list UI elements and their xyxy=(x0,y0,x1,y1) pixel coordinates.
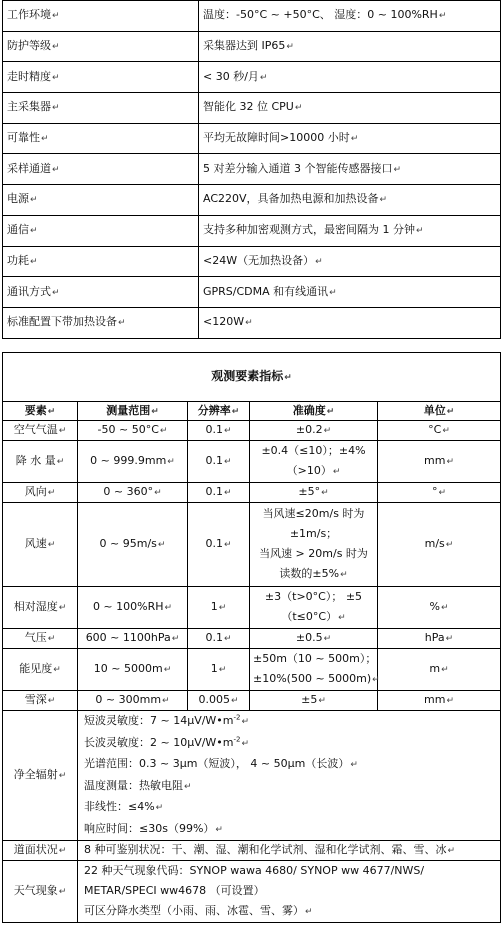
spec-row xyxy=(3,215,501,246)
unit-text: hPa xyxy=(424,631,445,644)
radiation-text: 温度测量：热敏电阻 xyxy=(84,778,183,792)
paragraph-mark-icon: ↵ xyxy=(47,488,56,498)
weather-text: 22 种天气现象代码：SYNOP wawa 4680/ SYNOP ww 4677/NWS/ xyxy=(84,864,425,877)
paragraph-mark-icon: ↵ xyxy=(446,457,454,467)
spec-table xyxy=(2,0,501,339)
accuracy-line xyxy=(253,631,374,646)
paragraph-mark-icon: ↵ xyxy=(294,103,303,114)
paragraph-mark-icon: ↵ xyxy=(379,195,388,206)
measure-range-text: 0 ~ 999.9mm xyxy=(90,454,167,467)
spec-key-text: 通讯方式 xyxy=(7,284,51,298)
paragraph-mark-icon: ↵ xyxy=(440,603,449,613)
measure-range xyxy=(78,503,188,587)
resolution xyxy=(188,483,250,503)
paragraph-mark-icon: ↵ xyxy=(215,824,223,835)
accuracy xyxy=(250,503,378,587)
paragraph-mark-icon: ↵ xyxy=(372,675,380,685)
paragraph-mark-icon: ↵ xyxy=(223,540,232,550)
paragraph-mark-icon: ↵ xyxy=(438,488,447,498)
measure-range-text: 0 ~ 95m/s xyxy=(99,537,157,550)
accuracy-text: ±5 xyxy=(301,693,318,706)
paragraph-mark-icon: ↵ xyxy=(164,603,173,613)
spec-value-text: 温度：-50°C ~ +50°C、 湿度：0 ~ 100%RH xyxy=(203,8,438,22)
resolution-text: 1 xyxy=(210,662,218,675)
weather-line xyxy=(84,881,497,901)
obs-header-cell-text: 分辨率 xyxy=(197,403,231,417)
paragraph-mark-icon: ↵ xyxy=(58,603,67,613)
paragraph-mark-icon: ↵ xyxy=(447,846,456,856)
element-name xyxy=(3,649,78,691)
element-name xyxy=(3,441,78,483)
paragraph-mark-icon: ↵ xyxy=(318,696,326,706)
paragraph-mark-icon: ↵ xyxy=(58,887,67,897)
accuracy-line xyxy=(253,485,374,500)
spec-key-text: 防护等级 xyxy=(7,39,51,53)
spec-key xyxy=(3,154,199,185)
paragraph-mark-icon: ↵ xyxy=(58,426,67,436)
accuracy-text: ±0.5 xyxy=(295,631,323,644)
spec-value-text: < 30 秒/月 xyxy=(203,69,259,83)
resolution-text: 0.1 xyxy=(205,485,223,498)
weather-text: METAR/SPECI ww4678 （可设置） xyxy=(84,884,265,897)
unit xyxy=(378,441,501,483)
accuracy xyxy=(250,421,378,441)
accuracy-line xyxy=(253,649,377,669)
weather-line xyxy=(84,861,497,881)
radiation-line xyxy=(84,819,497,841)
accuracy-text: 读数的±5% xyxy=(279,567,340,580)
measure-range xyxy=(78,483,188,503)
resolution-text: 0.1 xyxy=(205,454,223,467)
paragraph-mark-icon: ↵ xyxy=(47,406,56,417)
spec-row xyxy=(3,154,501,185)
paragraph-mark-icon: ↵ xyxy=(151,406,159,417)
radiation-text: 光谱范围：0.3 ~ 3μm（短波）， 4 ~ 50μm（长波） xyxy=(84,757,350,770)
paragraph-mark-icon: ↵ xyxy=(230,696,239,706)
unit-text: m xyxy=(429,662,441,675)
paragraph-mark-icon: ↵ xyxy=(445,634,454,644)
measure-range xyxy=(78,649,188,691)
spec-value xyxy=(199,307,501,338)
accuracy xyxy=(250,629,378,649)
obs-row xyxy=(3,649,501,691)
paragraph-mark-icon: ↵ xyxy=(442,426,450,436)
paragraph-mark-icon: ↵ xyxy=(323,634,332,644)
element-name-text: 降 水 量 xyxy=(15,454,56,467)
paragraph-mark-icon: ↵ xyxy=(321,488,329,498)
spec-value xyxy=(199,185,501,216)
accuracy-text: ±1m/s； xyxy=(289,527,338,540)
spec-value xyxy=(199,215,501,246)
paragraph-mark-icon: ↵ xyxy=(30,226,38,237)
spec-key xyxy=(3,93,199,124)
obs-header-cell-text: 测量范围 xyxy=(106,403,151,417)
accuracy-text: 当风速 > 20m/s 时为 xyxy=(259,547,368,560)
radiation-text: 短波灵敏度：7 ~ 14μV/W•m xyxy=(84,714,234,727)
obs-header-cell xyxy=(378,402,501,421)
paragraph-mark-icon: ↵ xyxy=(241,738,250,749)
accuracy xyxy=(250,483,378,503)
accuracy xyxy=(250,649,378,691)
paragraph-mark-icon: ↵ xyxy=(58,846,67,856)
unit-text: °C xyxy=(428,423,442,436)
spec-value xyxy=(199,93,501,124)
radiation-text: 响应时间：≤30s（99%） xyxy=(84,821,215,835)
obs-row xyxy=(3,441,501,483)
resolution xyxy=(188,629,250,649)
resolution xyxy=(188,587,250,629)
unit-text: ° xyxy=(431,485,438,498)
accuracy xyxy=(250,441,378,483)
obs-header-cell xyxy=(78,402,188,421)
measure-range-text: 0 ~ 360° xyxy=(103,485,154,498)
paragraph-mark-icon: ↵ xyxy=(30,195,38,206)
resolution xyxy=(188,421,250,441)
paragraph-mark-icon: ↵ xyxy=(340,570,348,580)
unit xyxy=(378,483,501,503)
spec-value-text: 5 对差分输入通道 3 个智能传感器接口 xyxy=(203,161,393,175)
element-name-text: 能见度 xyxy=(19,662,53,675)
paragraph-mark-icon: ↵ xyxy=(332,467,341,477)
paragraph-mark-icon: ↵ xyxy=(305,907,313,917)
obs-row xyxy=(3,421,501,441)
resolution xyxy=(188,503,250,587)
accuracy-line xyxy=(253,693,374,708)
unit xyxy=(378,629,501,649)
radiation-line xyxy=(84,754,497,776)
measure-range-text: 600 ~ 1100hPa xyxy=(85,631,171,644)
road-spec xyxy=(78,841,501,861)
paragraph-mark-icon: ↵ xyxy=(52,72,60,83)
paragraph-mark-icon: ↵ xyxy=(438,11,447,22)
spec-value-text: 支持多种加密观测方式，最密间隔为 1 分钟 xyxy=(203,223,415,237)
paragraph-mark-icon: ↵ xyxy=(53,665,61,675)
paragraph-mark-icon: ↵ xyxy=(163,665,172,675)
accuracy-text: （t≤0°C） xyxy=(281,610,338,623)
paragraph-mark-icon: ↵ xyxy=(171,634,180,644)
obs-header-cell xyxy=(3,402,78,421)
element-name xyxy=(3,503,78,587)
spec-key xyxy=(3,31,199,62)
spec-key xyxy=(3,1,199,32)
paragraph-mark-icon: ↵ xyxy=(58,771,67,781)
element-name-text: 风向 xyxy=(24,485,47,498)
unit xyxy=(378,421,501,441)
spec-row xyxy=(3,1,501,32)
spec-value-text: GPRS/CDMA 和有线通讯 xyxy=(203,284,329,298)
unit xyxy=(378,503,501,587)
paragraph-mark-icon: ↵ xyxy=(154,488,162,498)
accuracy-line xyxy=(253,544,374,564)
paragraph-mark-icon: ↵ xyxy=(56,457,65,467)
paragraph-mark-icon: ↵ xyxy=(393,164,402,175)
paragraph-mark-icon: ↵ xyxy=(338,613,346,623)
obs-header-row xyxy=(3,402,501,421)
spec-key-text: 电源 xyxy=(7,192,29,206)
paragraph-mark-icon: ↵ xyxy=(223,426,232,436)
spec-key xyxy=(3,307,199,338)
spec-key-text: 通信 xyxy=(7,223,29,237)
spec-key xyxy=(3,185,199,216)
paragraph-mark-icon: ↵ xyxy=(159,426,168,436)
obs-title: 观测要素指标↵ xyxy=(3,353,501,402)
unit-text: mm xyxy=(424,454,446,467)
spec-key-text: 可靠性 xyxy=(7,131,40,145)
element-name-text: 气压 xyxy=(24,631,47,644)
paragraph-mark-icon: ↵ xyxy=(157,540,166,550)
paragraph-mark-icon: ↵ xyxy=(231,406,240,417)
paragraph-mark-icon: ↵ xyxy=(350,134,359,145)
spec-key-text: 采样通道 xyxy=(7,161,51,175)
road-spec-text: 8 种可鉴别状况：干、潮、湿、潮和化学试剂、湿和化学试剂、霜、雪、冰 xyxy=(84,843,447,856)
radiation-row xyxy=(3,711,501,841)
measure-range-text: -50 ~ 50°C xyxy=(97,423,159,436)
paragraph-mark-icon: ↵ xyxy=(441,665,449,675)
unit-text: % xyxy=(429,600,440,613)
obs-header-cell-text: 准确度 xyxy=(292,403,326,417)
spec-key-text: 工作环境 xyxy=(7,8,51,22)
paragraph-mark-icon: ↵ xyxy=(118,318,126,329)
resolution-text: 0.1 xyxy=(205,631,223,644)
measure-range xyxy=(78,441,188,483)
resolution-text: 0.005 xyxy=(198,693,230,706)
accuracy-text: 当风速≤20m/s 时为 xyxy=(262,507,365,520)
resolution xyxy=(188,691,250,711)
spec-key-text: 走时精度 xyxy=(7,69,51,83)
spec-value xyxy=(199,154,501,185)
spec-row xyxy=(3,185,501,216)
accuracy-line xyxy=(253,607,374,628)
spec-value-text: 采集器达到 IP65 xyxy=(203,39,286,53)
weather-line xyxy=(84,901,497,922)
accuracy-line xyxy=(253,524,374,544)
element-name xyxy=(3,841,78,861)
measure-range xyxy=(78,691,188,711)
paragraph-mark-icon: ↵ xyxy=(315,256,323,267)
spec-value xyxy=(199,31,501,62)
paragraph-mark-icon: ↵ xyxy=(223,634,232,644)
element-name xyxy=(3,587,78,629)
spec-key xyxy=(3,215,199,246)
paragraph-mark-icon: ↵ xyxy=(218,603,227,613)
weather-text: 可区分降水类型（小雨、雨、冰雹、雪、雾） xyxy=(84,904,304,917)
paragraph-mark-icon: ↵ xyxy=(30,256,38,267)
accuracy-text: ±5° xyxy=(298,485,321,498)
element-name xyxy=(3,421,78,441)
resolution-text: 0.1 xyxy=(205,423,223,436)
accuracy-text: ±10%(500 ~ 5000m) xyxy=(253,672,372,685)
spec-value-text: AC220V，具备加热电源和加热设备 xyxy=(203,192,379,206)
accuracy-line xyxy=(253,441,374,461)
paragraph-mark-icon: ↵ xyxy=(446,406,455,417)
resolution-text: 1 xyxy=(210,600,218,613)
accuracy-line xyxy=(253,423,374,438)
unit xyxy=(378,587,501,629)
accuracy-line xyxy=(253,461,374,482)
spec-value-text: 智能化 32 位 CPU xyxy=(203,100,294,114)
accuracy xyxy=(250,587,378,629)
spec-row xyxy=(3,246,501,277)
element-name xyxy=(3,691,78,711)
element-name-text: 道面状况 xyxy=(13,843,58,856)
paragraph-mark-icon: ↵ xyxy=(416,226,424,237)
paragraph-mark-icon: ↵ xyxy=(47,696,56,706)
element-name-text: 净全辐射 xyxy=(13,768,58,781)
accuracy xyxy=(250,691,378,711)
paragraph-mark-icon: ↵ xyxy=(245,318,253,329)
accuracy-text: ±0.2 xyxy=(295,423,323,436)
accuracy-text: ±50m（10 ~ 500m）； xyxy=(253,652,377,665)
radiation-line xyxy=(84,711,497,733)
spec-value xyxy=(199,1,501,32)
paragraph-mark-icon: ↵ xyxy=(52,164,60,175)
radiation-line xyxy=(84,797,497,819)
radiation-line xyxy=(84,776,497,798)
spec-key xyxy=(3,277,199,308)
element-name-text: 相对湿度 xyxy=(13,600,58,613)
radiation-text: 长波灵敏度：2 ~ 10μV/W•m xyxy=(84,735,234,749)
paragraph-mark-icon: ↵ xyxy=(446,696,454,706)
paragraph-mark-icon: ↵ xyxy=(155,803,164,813)
paragraph-mark-icon: ↵ xyxy=(162,696,170,706)
obs-row xyxy=(3,691,501,711)
resolution xyxy=(188,441,250,483)
measure-range-text: 10 ~ 5000m xyxy=(93,662,163,675)
accuracy-text: （>10） xyxy=(286,464,332,477)
paragraph-mark-icon: ↵ xyxy=(47,634,56,644)
paragraph-mark-icon: ↵ xyxy=(329,287,337,298)
paragraph-mark-icon: ↵ xyxy=(326,406,335,417)
weather-spec xyxy=(78,861,501,923)
paragraph-mark-icon: ↵ xyxy=(223,488,232,498)
measure-range-text: 0 ~ 300mm xyxy=(95,693,162,706)
accuracy-line xyxy=(253,504,374,524)
paragraph-mark-icon: ↵ xyxy=(445,540,454,550)
paragraph-mark-icon: ↵ xyxy=(259,72,268,83)
measure-range xyxy=(78,629,188,649)
spec-value-text: <120W xyxy=(203,315,245,329)
obs-header-cell xyxy=(188,402,250,421)
spec-value xyxy=(199,123,501,154)
accuracy-line xyxy=(253,587,374,607)
unit-exponent: -2 xyxy=(233,734,241,743)
radiation-line xyxy=(84,733,497,755)
spec-row xyxy=(3,93,501,124)
spec-value-text: <24W（无加热设备） xyxy=(203,253,315,267)
obs-row xyxy=(3,629,501,649)
resolution-text: 0.1 xyxy=(205,537,223,550)
paragraph-mark-icon: ↵ xyxy=(241,717,250,727)
unit xyxy=(378,649,501,691)
paragraph-mark-icon: ↵ xyxy=(184,781,192,792)
obs-header-cell xyxy=(250,402,378,421)
element-name xyxy=(3,711,78,841)
spec-row xyxy=(3,307,501,338)
obs-table xyxy=(2,352,501,923)
spec-value xyxy=(199,246,501,277)
spec-key-text: 标准配置下带加热设备 xyxy=(7,315,117,329)
element-name xyxy=(3,483,78,503)
element-name-text: 天气现象 xyxy=(13,884,58,897)
radiation-text: 非线性：≤4% xyxy=(84,800,155,813)
spec-row xyxy=(3,62,501,93)
unit-text: mm xyxy=(424,693,446,706)
unit-exponent: -2 xyxy=(233,713,241,722)
paragraph-mark-icon: ↵ xyxy=(350,760,358,770)
obs-row xyxy=(3,483,501,503)
spec-row xyxy=(3,123,501,154)
spec-value-text: 平均无故障时间>10000 小时 xyxy=(203,131,350,145)
measure-range-text: 0 ~ 100%RH xyxy=(92,600,164,613)
paragraph-mark-icon: ↵ xyxy=(47,540,56,550)
element-name-text: 雪深 xyxy=(24,693,47,706)
unit-text: m/s xyxy=(424,537,445,550)
unit xyxy=(378,691,501,711)
paragraph-mark-icon: ↵ xyxy=(52,42,60,53)
paragraph-mark-icon: ↵ xyxy=(52,11,60,22)
spec-value xyxy=(199,62,501,93)
accuracy-line xyxy=(253,564,374,585)
measure-range xyxy=(78,421,188,441)
spec-key xyxy=(3,62,199,93)
paragraph-mark-icon: ↵ xyxy=(167,457,175,467)
spec-key xyxy=(3,123,199,154)
obs-header-cell-text: 单位 xyxy=(423,403,446,417)
spec-key-text: 主采集器 xyxy=(7,100,51,114)
spec-key-text: 功耗 xyxy=(7,253,29,267)
radiation-spec xyxy=(78,711,501,841)
paragraph-mark-icon: ↵ xyxy=(286,42,294,53)
paragraph-mark-icon: ↵ xyxy=(52,287,60,298)
paragraph-mark-icon: ↵ xyxy=(223,457,232,467)
spec-key xyxy=(3,246,199,277)
obs-row xyxy=(3,587,501,629)
resolution xyxy=(188,649,250,691)
spec-row xyxy=(3,31,501,62)
element-name xyxy=(3,629,78,649)
road-row xyxy=(3,841,501,861)
measure-range xyxy=(78,587,188,629)
paragraph-mark-icon: ↵ xyxy=(41,134,49,145)
spec-value xyxy=(199,277,501,308)
obs-header-cell-text: 要素 xyxy=(24,403,47,417)
obs-row xyxy=(3,503,501,587)
element-name xyxy=(3,861,78,923)
element-name-text: 风速 xyxy=(24,537,47,550)
accuracy-text: ±3（t>0°C）； ±5 xyxy=(264,590,363,603)
element-name-text: 空气气温 xyxy=(13,423,58,436)
accuracy-line xyxy=(253,669,380,690)
accuracy-text: ±0.4（≤10）；±4% xyxy=(261,444,366,457)
paragraph-mark-icon: ↵ xyxy=(218,665,227,675)
paragraph-mark-icon: ↵ xyxy=(323,426,332,436)
weather-row xyxy=(3,861,501,923)
paragraph-mark-icon: ↵ xyxy=(52,103,60,114)
spec-row xyxy=(3,277,501,308)
